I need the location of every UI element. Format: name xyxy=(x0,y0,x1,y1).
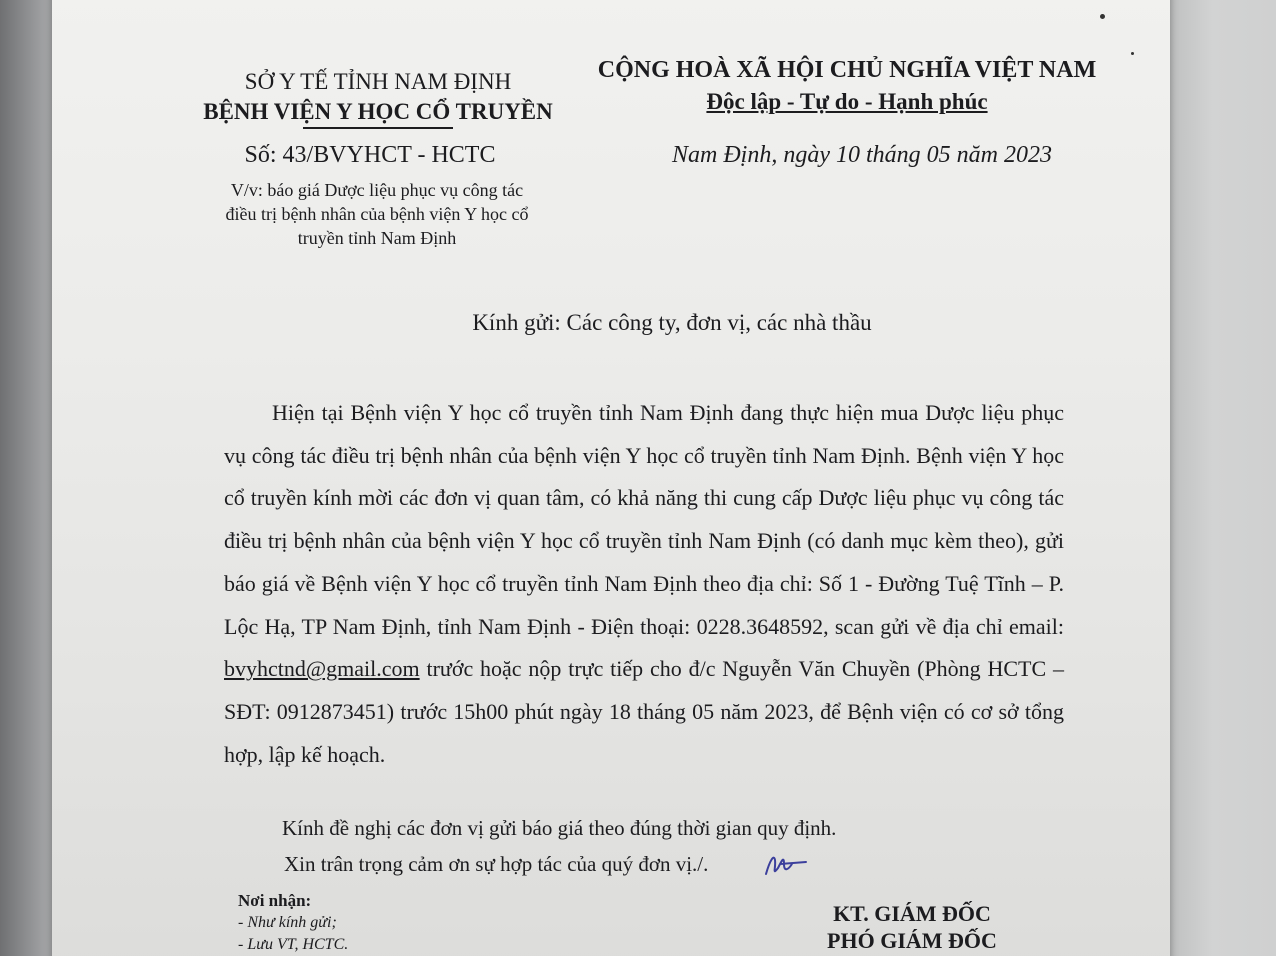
subject-line-3: truyền tỉnh Nam Định xyxy=(297,228,457,248)
recipients-title: Nơi nhận: xyxy=(238,891,312,910)
dust-speck xyxy=(1131,52,1134,55)
agency-parent: SỞ Y TẾ TỈNH NAM ĐỊNH xyxy=(244,69,512,94)
dust-speck xyxy=(1100,14,1105,19)
closing-request: Kính đề nghị các đơn vị gửi báo giá theo đúng thời gian quy định. xyxy=(282,816,837,840)
email-link[interactable]: bvyhctnd@gmail.com xyxy=(224,656,420,682)
initial-signature-icon xyxy=(762,850,810,880)
subject-line-2: điều trị bệnh nhân của bệnh viện Y học cổ xyxy=(225,204,529,224)
signer-block xyxy=(732,900,1092,954)
recipient-item: - Lưu VT, HCTC. xyxy=(238,936,349,953)
issuing-agency-header xyxy=(148,67,608,129)
body-paragraph xyxy=(224,392,1064,776)
national-title: CỘNG HOÀ XÃ HỘI CHỦ NGHĨA VIỆT NAM xyxy=(597,57,1097,83)
document-number: Số: 43/BVYHCT - HCTC xyxy=(244,142,496,168)
agency-underline xyxy=(303,127,453,129)
document-page xyxy=(52,0,1170,956)
body-text-part-1: Hiện tại Bệnh viện Y học cổ truyền tỉnh Nam Định đang thực hiện mua Dược liệu phục vụ công tác điều trị bệnh nhân của bệnh viện Y học cổ truyền tỉnh Nam Định. Bệnh viện Y học cổ truyền kính mời các đơn vị quan tâm, có khả năng thi cung cấp Dược liệu phục vụ công tác điều trị bệnh nhân của bệnh viện Y học cổ truyền tỉnh Nam Định (có danh mục kèm theo), gửi báo giá về Bệnh viện Y học cổ truyền tỉnh Nam Định theo địa chỉ: Số 1 - Đường Tuệ Tĩnh – P. Lộc Hạ, TP Nam Định, tỉnh Nam Định - Điện thoại: 0228.3648592, scan gửi về địa chỉ email: xyxy=(224,400,1064,639)
body-text-part-2: trước hoặc nộp trực tiếp cho đ/c Nguyễn Văn Chuyền (Phòng HCTC – SĐT: 0912873451) trước 15h00 phút ngày 18 tháng 05 năm 2023, để Bệnh viện có cơ sở tổng hợp, lập kế hoạch. xyxy=(224,656,1064,767)
place-date-line: Nam Định, ngày 10 tháng 05 năm 2023 xyxy=(672,142,1052,168)
signer-line-1: KT. GIÁM ĐỐC xyxy=(833,901,991,926)
background-right-edge xyxy=(1170,0,1276,956)
subject-block xyxy=(172,178,582,250)
addressee-line: Kính gửi: Các công ty, đơn vị, các nhà thầu xyxy=(472,310,872,335)
agency-name: BỆNH VIỆN Y HỌC CỔ TRUYỀN xyxy=(203,99,553,124)
recipients-block xyxy=(238,890,348,956)
national-motto: Độc lập - Tự do - Hạnh phúc xyxy=(706,89,988,114)
signer-line-2: PHÓ GIÁM ĐỐC xyxy=(827,928,997,953)
national-header xyxy=(552,54,1142,118)
recipient-item: - Như kính gửi; xyxy=(238,914,337,931)
closing-thanks: Xin trân trọng cảm ơn sự hợp tác của quý đơn vị./. xyxy=(284,852,709,876)
subject-line-1: V/v: báo giá Dược liệu phục vụ công tác xyxy=(230,180,524,200)
